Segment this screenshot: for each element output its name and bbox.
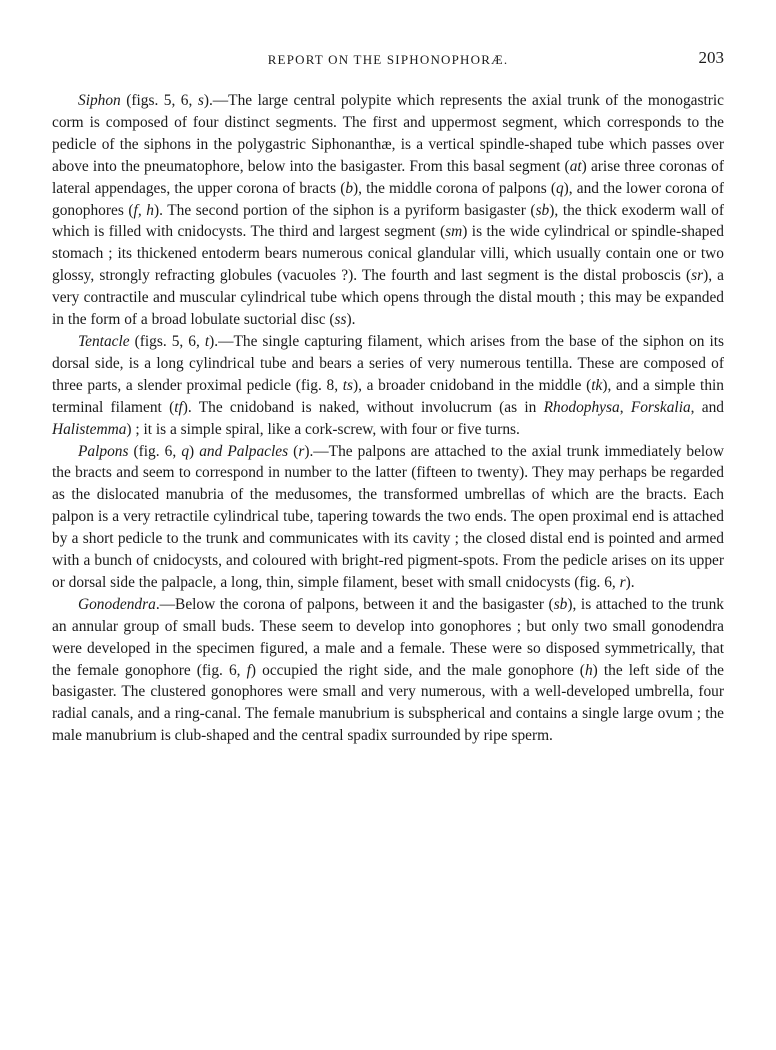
text-run: (fig. 6, xyxy=(128,442,182,460)
italic-run: sm xyxy=(445,223,463,241)
paragraph-palpons xyxy=(52,441,724,594)
text-run: ).—The large central polypite which represents the axial trunk of the monogastric corm is composed of four distinct segments. The first and uppermost segment, which corresponds to the pedicle of the siphons in the polygastric Siphonanthæ, is a vertical spindle-shaped tube which passes over above into the pneumatophore, below into the basigaster. From this basal segment ( xyxy=(52,92,724,175)
text-run: ), and the lower corona of gonophores ( xyxy=(52,179,724,219)
italic-run: sr xyxy=(691,267,704,285)
italic-run: h xyxy=(584,661,593,679)
text-run: ), the middle corona of palpons ( xyxy=(353,179,556,197)
italic-run: s xyxy=(197,92,204,109)
paragraph-siphon xyxy=(52,90,724,331)
text-run: ). The second portion of the siphon is a pyriform basigaster ( xyxy=(153,201,536,219)
italic-run: sb xyxy=(535,201,550,219)
italic-run: Siphon xyxy=(78,92,121,109)
italic-run: ts xyxy=(342,376,353,394)
text-run: (figs. 5, 6, xyxy=(120,92,198,109)
italic-run: sb xyxy=(553,595,568,613)
text-run: ). The cnidoband is naked, without involucrum (as in xyxy=(182,398,544,416)
italic-run: Forskalia xyxy=(630,398,691,416)
italic-run: ss xyxy=(334,311,347,329)
paragraph-gonodendra xyxy=(52,594,724,747)
text-run: ) occupied the right side, and the male gonophore ( xyxy=(250,661,585,679)
italic-run: q xyxy=(555,179,564,197)
text-run: ). xyxy=(625,573,635,591)
text-run: ), the thick exoderm wall of which is filled with cnidocysts. The third and largest segment ( xyxy=(52,201,724,241)
text-run: , xyxy=(619,398,631,416)
text-run: ) is the wide cylindrical or spindle-shaped stomach ; its thickened entoderm bears numerous conical glandular villi, which usually contain one or two glossy, strongly refracting globules (vacuoles ?). The fourth and last segment is the distal proboscis ( xyxy=(52,223,724,285)
italic-run: tf xyxy=(174,398,183,416)
text-run: ).—The single capturing filament, which arises from the base of the siphon on its dorsal side, is a long cylindrical tube and bears a series of very numerous tentilla. These are composed of three parts, a slender proximal pedicle (fig. 8, xyxy=(52,332,724,394)
text-run: (figs. 5, 6, xyxy=(129,332,205,350)
italic-run: t xyxy=(204,332,210,350)
paragraph-tentacle xyxy=(52,331,724,441)
italic-run: r xyxy=(619,573,626,591)
text-run: ) arise three coronas of lateral appendages, the upper corona of bracts ( xyxy=(52,157,724,197)
italic-run: Gonodendra xyxy=(78,595,156,613)
text-run: , and xyxy=(690,398,724,416)
text-run: ) ; it is a simple spiral, like a cork-screw, with four or five turns. xyxy=(126,420,520,438)
italic-run: f xyxy=(246,661,251,679)
italic-run: Halistemma xyxy=(52,420,127,438)
text-run: ( xyxy=(288,442,299,460)
text-run: ). xyxy=(346,311,356,329)
text-run: ) the left side of the basigaster. The clustered gonophores were small and very numerous, with a well-developed umbrella, four radial canals, and a ring-canal. The female manubrium is subspherical and contains a single large ovum ; the male manubrium is club-shaped and the central spadix surrounded by ripe sperm. xyxy=(52,661,725,745)
body-text xyxy=(52,90,724,747)
italic-run: r xyxy=(298,442,305,460)
page-number: 203 xyxy=(698,48,724,67)
running-title: REPORT ON THE SIPHONOPHORÆ. xyxy=(267,52,509,67)
italic-run: f, h xyxy=(133,201,154,219)
text-run: ), a very contractile and muscular cylindrical tube which opens through the distal mouth ; this may be expanded in the form of a broad lobulate suctorial disc ( xyxy=(52,267,725,329)
text-run: .—Below the corona of palpons, between it and the basigaster ( xyxy=(155,595,554,613)
italic-run: Tentacle xyxy=(78,332,130,350)
text-run: ).—The palpons are attached to the axial trunk immediately below the bracts and seem to correspond in number to the latter (fifteen to twenty). They may perhaps be regarded as the dislocated manubria of the medusomes, the transformed umbrellas of which are the bracts. Each palpon is a very retractile cylindrical tube, tapering towards the two ends. The open proximal end is attached by a short pedicle to the trunk and communicates with its cavity ; the closed distal end is pointed and armed with a bunch of cnidocysts, and coloured with bright-red pigment-spots. From the pedicle arises on its upper or dorsal side the palpacle, a long, thin, simple filament, beset with small cnidocysts (fig. 6, xyxy=(52,442,724,591)
italic-run: q xyxy=(181,442,190,460)
italic-run: at xyxy=(569,157,582,175)
text-run: ), a broader cnidoband in the middle ( xyxy=(353,376,592,394)
italic-run: Palpons xyxy=(78,442,129,460)
italic-run: b xyxy=(345,179,354,197)
text-run: ), and a simple thin terminal filament ( xyxy=(52,376,724,416)
running-head xyxy=(52,48,724,72)
italic-run: tk xyxy=(591,376,603,394)
italic-run: Rhodophysa xyxy=(543,398,620,416)
italic-run: and Palpacles xyxy=(199,442,289,460)
text-run: ), is attached to the trunk an annular group of small buds. These seem to develop into gonophores ; but only two small gonodendra were developed in the specimen figured, a male and a female. These were so disposed symmetrically, that the female gonophore (fig. 6, xyxy=(52,595,724,679)
text-run: ) xyxy=(189,442,200,460)
